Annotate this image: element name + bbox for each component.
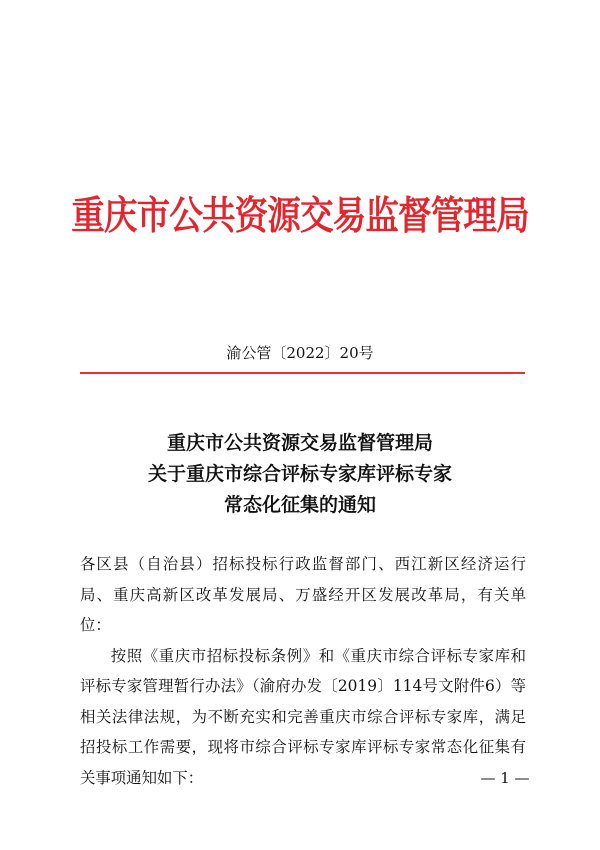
- header-divider-line: [80, 372, 525, 374]
- title-line-2: 关于重庆市综合评标专家库评标专家: [147, 463, 452, 485]
- page-number: — 1 —: [480, 769, 530, 787]
- issuing-organization-header: 重庆市公共资源交易监督管理局: [71, 194, 529, 239]
- title-line-3: 常态化征集的通知: [223, 494, 376, 516]
- document-number: 渝公管〔2022〕20号: [226, 344, 374, 362]
- document-body: [80, 549, 526, 793]
- salutation-paragraph: 各区县（自治县）招标投标行政监督部门、西江新区经济运行局、重庆高新区改革发展局、万盛经开区发展改革局，有关单位：: [80, 555, 526, 634]
- document-title: [0, 428, 600, 521]
- title-line-1: 重庆市公共资源交易监督管理局: [166, 432, 433, 454]
- body-paragraph-1: 按照《重庆市招标投标条例》和《重庆市综合评标专家库和评标专家管理暂行办法》（渝府办发〔2019〕114号文附件6）等相关法律法规，为不断充实和完善重庆市综合评标专家库，满足招投标工作需要，现将市综合评标专家库评标专家常态化征集有关事项通知如下：: [80, 646, 526, 787]
